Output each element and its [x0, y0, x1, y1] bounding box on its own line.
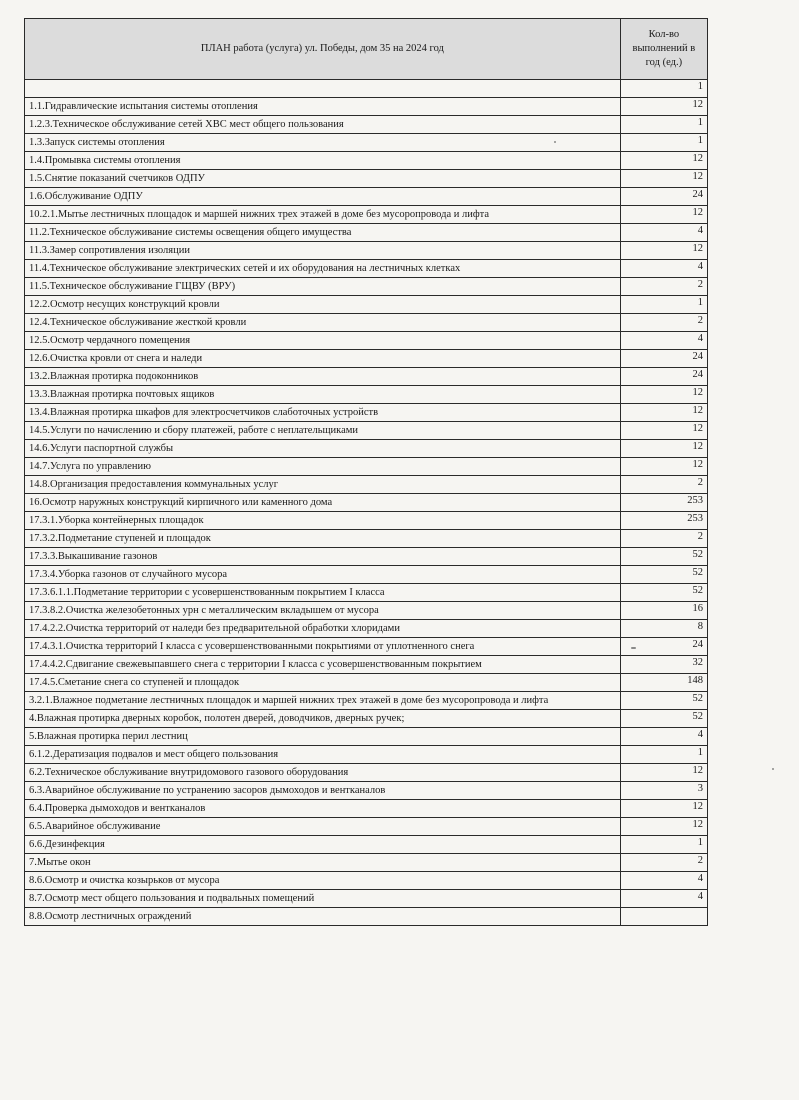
service-name: 10.2.1.Мытье лестничных площадок и маршей нижних трех этажей в доме без мусоропровода и лифта [25, 206, 621, 224]
service-name: 6.6.Дезинфекция [25, 836, 621, 854]
table-row [25, 692, 708, 710]
table-row [25, 224, 708, 242]
table-row [25, 746, 708, 764]
annual-count: 12 [620, 800, 707, 818]
service-name: 8.8.Осмотр лестничных ограждений [25, 908, 621, 926]
annual-count: 16 [620, 602, 707, 620]
service-name: 17.3.2.Подметание ступеней и площадок [25, 530, 621, 548]
table-row [25, 116, 708, 134]
header-row [25, 19, 708, 80]
annual-count: 12 [620, 206, 707, 224]
annual-count: 12 [620, 152, 707, 170]
annual-count: 148 [620, 674, 707, 692]
annual-count: 8 [620, 620, 707, 638]
table-row [25, 566, 708, 584]
annual-count: 52 [620, 566, 707, 584]
scan-speck [631, 647, 636, 649]
count-column-header: Кол-во выполнений в год (ед.) [620, 19, 707, 80]
annual-count: 253 [620, 512, 707, 530]
service-name: 3.2.1.Влажное подметание лестничных площадок и маршей нижних трех этажей в доме без мусоропровода и лифта [25, 692, 621, 710]
annual-count: 2 [620, 476, 707, 494]
service-name: 17.3.1.Уборка контейнерных площадок [25, 512, 621, 530]
table-row [25, 728, 708, 746]
annual-count: 52 [620, 710, 707, 728]
annual-count: 4 [620, 890, 707, 908]
service-name: 12.6.Очистка кровли от снега и наледи [25, 350, 621, 368]
annual-count: 12 [620, 458, 707, 476]
annual-count [620, 908, 707, 926]
service-name: 17.4.2.2.Очистка территорий от наледи без предварительной обработки хлоридами [25, 620, 621, 638]
service-name: 1.2.3.Техническое обслуживание сетей ХВС мест общего пользования [25, 116, 621, 134]
table-row [25, 242, 708, 260]
annual-count: 12 [620, 386, 707, 404]
annual-count: 12 [620, 764, 707, 782]
service-name: 17.3.6.1.1.Подметание территории с усовершенствованным покрытием I класса [25, 584, 621, 602]
table-row [25, 296, 708, 314]
table-row [25, 206, 708, 224]
scan-speck [772, 768, 774, 770]
service-name: 11.4.Техническое обслуживание электрических сетей и их оборудования на лестничных клетках [25, 260, 621, 278]
table-row [25, 494, 708, 512]
service-name: 13.3.Влажная протирка почтовых ящиков [25, 386, 621, 404]
table-row [25, 368, 708, 386]
table-row [25, 350, 708, 368]
service-name: 13.2.Влажная протирка подоконников [25, 368, 621, 386]
table-row [25, 656, 708, 674]
annual-count: 12 [620, 404, 707, 422]
service-name: 12.5.Осмотр чердачного помещения [25, 332, 621, 350]
table-body [25, 80, 708, 926]
table-row [25, 818, 708, 836]
table-row [25, 278, 708, 296]
annual-count: 24 [620, 638, 707, 656]
service-name: 12.4.Техническое обслуживание жесткой кровли [25, 314, 621, 332]
service-name: 17.3.8.2.Очистка железобетонных урн с металлическим вкладышем от мусора [25, 602, 621, 620]
table-row [25, 890, 708, 908]
annual-count: 12 [620, 98, 707, 116]
table-row [25, 404, 708, 422]
service-name: 14.7.Услуга по управлению [25, 458, 621, 476]
table-row [25, 422, 708, 440]
table-row [25, 476, 708, 494]
table-row [25, 440, 708, 458]
table-row [25, 134, 708, 152]
annual-count: 24 [620, 368, 707, 386]
table-row [25, 764, 708, 782]
table-row [25, 872, 708, 890]
annual-count: 4 [620, 728, 707, 746]
table-row [25, 638, 708, 656]
service-name: 5.Влажная протирка перил лестниц [25, 728, 621, 746]
service-name: 17.3.3.Выкашивание газонов [25, 548, 621, 566]
service-name: 14.5.Услуги по начислению и сбору платежей, работе с неплательщиками [25, 422, 621, 440]
service-name: 1.1.Гидравлические испытания системы отопления [25, 98, 621, 116]
table-row [25, 260, 708, 278]
annual-count: 52 [620, 548, 707, 566]
annual-count: 52 [620, 584, 707, 602]
table-row [25, 530, 708, 548]
table-row [25, 386, 708, 404]
service-name: 7.Мытье окон [25, 854, 621, 872]
service-name: 14.8.Организация предоставления коммунальных услуг [25, 476, 621, 494]
service-name: 11.5.Техническое обслуживание ГЩВУ (ВРУ) [25, 278, 621, 296]
annual-count: 3 [620, 782, 707, 800]
annual-count: 12 [620, 170, 707, 188]
service-name: 6.4.Проверка дымоходов и вентканалов [25, 800, 621, 818]
annual-count: 32 [620, 656, 707, 674]
table-row [25, 908, 708, 926]
table-row [25, 782, 708, 800]
service-name: 11.3.Замер сопротивления изоляции [25, 242, 621, 260]
plan-title: ПЛАН работа (услуга) ул. Победы, дом 35 на 2024 год [25, 19, 621, 80]
annual-count: 1 [620, 80, 707, 98]
service-name: 1.5.Снятие показаний счетчиков ОДПУ [25, 170, 621, 188]
service-name: 17.3.4.Уборка газонов от случайного мусора [25, 566, 621, 584]
service-name: 4.Влажная протирка дверных коробок, полотен дверей, доводчиков, дверных ручек; [25, 710, 621, 728]
annual-count: 4 [620, 260, 707, 278]
annual-count: 52 [620, 692, 707, 710]
annual-count: 12 [620, 422, 707, 440]
annual-count: 12 [620, 440, 707, 458]
table-row [25, 854, 708, 872]
table-row [25, 584, 708, 602]
annual-count: 12 [620, 818, 707, 836]
annual-count: 1 [620, 746, 707, 764]
annual-count: 4 [620, 872, 707, 890]
annual-count: 4 [620, 224, 707, 242]
table-row [25, 314, 708, 332]
service-name: 6.1.2.Дератизация подвалов и мест общего пользования [25, 746, 621, 764]
table-row [25, 674, 708, 692]
service-name: 17.4.3.1.Очистка территорий I класса с усовершенствованными покрытиями от уплотненного снега [25, 638, 621, 656]
service-name: 1.6.Обслуживание ОДПУ [25, 188, 621, 206]
annual-count: 2 [620, 314, 707, 332]
service-name: 8.7.Осмотр мест общего пользования и подвальных помещений [25, 890, 621, 908]
annual-count: 2 [620, 854, 707, 872]
table-row [25, 602, 708, 620]
service-name: 1.3.Запуск системы отопления [25, 134, 621, 152]
annual-count: 1 [620, 116, 707, 134]
table-row [25, 620, 708, 638]
table-row [25, 98, 708, 116]
annual-count: 1 [620, 296, 707, 314]
annual-count: 253 [620, 494, 707, 512]
table-row [25, 332, 708, 350]
service-name: 6.3.Аварийное обслуживание по устранению засоров дымоходов и вентканалов [25, 782, 621, 800]
annual-count: 12 [620, 242, 707, 260]
annual-count: 2 [620, 530, 707, 548]
service-name: 6.2.Техническое обслуживание внутридомового газового оборудования [25, 764, 621, 782]
service-name: 6.5.Аварийное обслуживание [25, 818, 621, 836]
service-name: 17.4.5.Сметание снега со ступеней и площадок [25, 674, 621, 692]
table-row [25, 512, 708, 530]
annual-count: 1 [620, 836, 707, 854]
scan-speck [554, 141, 556, 143]
service-name: 16.Осмотр наружных конструкций кирпичного или каменного дома [25, 494, 621, 512]
annual-count: 1 [620, 134, 707, 152]
service-name: 1.4.Промывка системы отопления [25, 152, 621, 170]
table-row [25, 152, 708, 170]
table-header [25, 19, 708, 80]
service-name: 8.6.Осмотр и очистка козырьков от мусора [25, 872, 621, 890]
table-row [25, 188, 708, 206]
service-name: 17.4.4.2.Сдвигание свежевыпавшего снега с территории I класса с усовершенствованным покрытием [25, 656, 621, 674]
table-row [25, 710, 708, 728]
plan-sheet [24, 18, 708, 926]
annual-count: 2 [620, 278, 707, 296]
table-row [25, 836, 708, 854]
annual-count: 4 [620, 332, 707, 350]
table-row [25, 80, 708, 98]
annual-count: 24 [620, 188, 707, 206]
table-row [25, 170, 708, 188]
table-row [25, 458, 708, 476]
service-name [25, 80, 621, 98]
annual-count: 24 [620, 350, 707, 368]
table-row [25, 800, 708, 818]
service-name: 14.6.Услуги паспортной службы [25, 440, 621, 458]
service-name: 11.2.Техническое обслуживание системы освещения общего имущества [25, 224, 621, 242]
service-name: 13.4.Влажная протирка шкафов для электросчетчиков слаботочных устройств [25, 404, 621, 422]
plan-table [24, 18, 708, 926]
table-row [25, 548, 708, 566]
service-name: 12.2.Осмотр несущих конструкций кровли [25, 296, 621, 314]
